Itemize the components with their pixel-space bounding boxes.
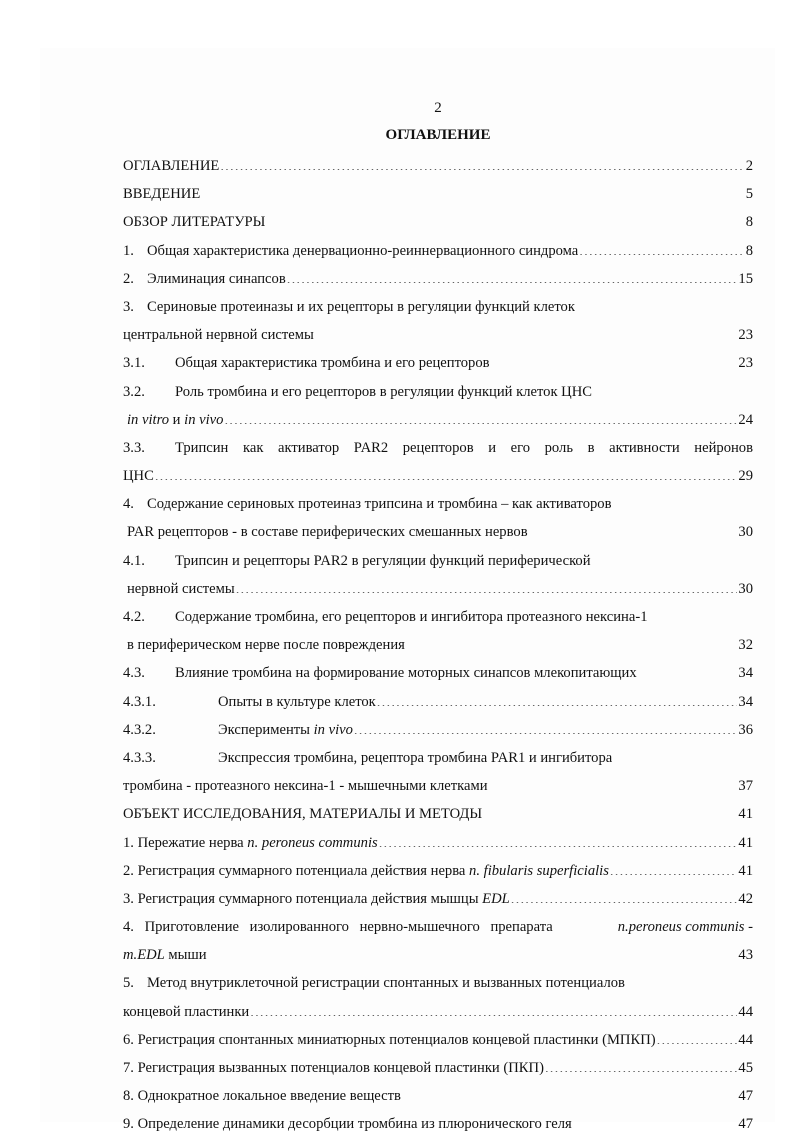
toc-entry-text: ОБЪЕКТ ИССЛЕДОВАНИЯ, МАТЕРИАЛЫ И МЕТОДЫ bbox=[123, 806, 483, 823]
toc-entry[interactable] bbox=[123, 744, 753, 772]
toc-page-number: 8 bbox=[745, 242, 753, 259]
toc-entry-continuation[interactable] bbox=[123, 518, 753, 546]
toc-page-number: 36 bbox=[738, 721, 753, 738]
toc-page-number: 15 bbox=[738, 270, 753, 287]
dot-leader bbox=[657, 1029, 738, 1044]
italic-term: in vitro bbox=[127, 411, 170, 428]
toc-entry-text bbox=[123, 857, 609, 885]
toc-entry-text bbox=[123, 406, 223, 434]
italic-term: n. fibularis superficialis bbox=[469, 862, 609, 879]
toc-entry-continuation[interactable] bbox=[123, 462, 753, 490]
dot-leader bbox=[406, 635, 738, 650]
toc-entry[interactable] bbox=[123, 265, 753, 293]
italic-term: in vivo bbox=[184, 411, 224, 428]
text-part: - bbox=[744, 919, 753, 936]
dot-leader bbox=[529, 522, 738, 537]
toc-entry-text bbox=[123, 941, 207, 969]
toc-entry[interactable] bbox=[123, 180, 753, 208]
toc-entry-text bbox=[123, 913, 753, 941]
toc-heading: ОГЛАВЛЕНИЕ bbox=[385, 127, 491, 143]
toc-entry-number: 4.2. bbox=[123, 609, 145, 625]
dot-leader bbox=[511, 888, 738, 903]
toc-entry-text: ОГЛАВЛЕНИЕ bbox=[123, 158, 220, 174]
toc-entry[interactable] bbox=[123, 603, 753, 631]
dot-leader bbox=[610, 860, 737, 875]
toc-entry-text: Общая характеристика тромбина и его рецепторов bbox=[175, 355, 490, 372]
table-of-contents bbox=[123, 96, 753, 1139]
toc-entry[interactable] bbox=[123, 349, 753, 377]
toc-page-number: 41 bbox=[738, 834, 753, 851]
toc-page-number: 23 bbox=[738, 355, 753, 372]
toc-entry-text: Содержание сериновых протеиназ трипсина и тромбина – как активаторов bbox=[147, 496, 612, 513]
conjunction: и bbox=[169, 411, 185, 428]
toc-entry-text: Экспрессия тромбина, рецептора тромбина PAR1 и ингибитора bbox=[218, 749, 613, 766]
toc-entry-text: ВВЕДЕНИЕ bbox=[123, 186, 201, 203]
toc-entry[interactable] bbox=[123, 659, 753, 687]
toc-entry-continuation[interactable] bbox=[123, 772, 753, 800]
toc-entry-text: нервной системы bbox=[127, 580, 235, 597]
toc-entry-text: 8. Однократное локальное введение веществ bbox=[123, 1088, 401, 1105]
toc-page-number: 44 bbox=[738, 1003, 753, 1020]
toc-page-number: 43 bbox=[738, 947, 753, 964]
toc-entry[interactable] bbox=[123, 208, 753, 236]
italic-term: n. peroneus communis bbox=[247, 834, 378, 851]
toc-entry-number: 4. bbox=[123, 496, 134, 513]
toc-entry-text: тромбина - протеазного нексина-1 - мышечными клетками bbox=[123, 778, 488, 795]
toc-entry-number: 3.3. bbox=[123, 439, 145, 456]
toc-entry-text: ОБЗОР ЛИТЕРАТУРЫ bbox=[123, 214, 266, 231]
toc-page-number: 30 bbox=[738, 524, 753, 541]
toc-entry-number: 4.3.1. bbox=[123, 693, 156, 710]
dot-leader bbox=[201, 184, 744, 199]
toc-entry[interactable] bbox=[123, 547, 753, 575]
dot-leader bbox=[489, 776, 738, 791]
dot-leader bbox=[573, 1114, 738, 1129]
toc-page-number: 30 bbox=[738, 580, 753, 597]
toc-entry-number: 1. bbox=[123, 242, 134, 259]
toc-entry-text: Общая характеристика денервационно-реиннервационного синдрома bbox=[147, 242, 579, 259]
toc-entry-text: Метод внутриклеточной регистрации спонтанных и вызванных потенциалов bbox=[147, 975, 625, 992]
dot-leader bbox=[354, 719, 738, 734]
toc-entry-continuation[interactable] bbox=[123, 406, 753, 434]
dot-leader bbox=[377, 691, 738, 706]
toc-page-number: 2 bbox=[745, 158, 753, 174]
toc-entry-number: 4.3.3. bbox=[123, 749, 156, 766]
toc-entry-text bbox=[123, 885, 510, 913]
toc-entry-continuation[interactable] bbox=[123, 321, 753, 349]
toc-entry[interactable] bbox=[123, 378, 753, 406]
toc-page-number: 5 bbox=[745, 186, 753, 203]
dot-leader bbox=[155, 465, 738, 480]
toc-entry[interactable] bbox=[123, 293, 753, 321]
toc-entry[interactable] bbox=[123, 716, 753, 744]
toc-page-number: 41 bbox=[738, 806, 753, 823]
text-part: 3. Регистрация суммарного потенциала действия мышцы bbox=[123, 890, 483, 907]
toc-entry-text: концевой пластинки bbox=[123, 1003, 250, 1020]
dot-leader bbox=[220, 155, 744, 170]
toc-page-number: 42 bbox=[738, 890, 753, 907]
toc-entry-number: 3.1. bbox=[123, 355, 145, 372]
toc-entry[interactable] bbox=[123, 434, 753, 462]
toc-page-number: 45 bbox=[738, 1060, 753, 1076]
toc-entry-text bbox=[123, 829, 378, 857]
text-part: мыши bbox=[164, 947, 207, 964]
toc-entry[interactable] bbox=[123, 800, 753, 828]
toc-entry-number: 5. bbox=[123, 975, 134, 992]
toc-entry[interactable] bbox=[123, 152, 753, 180]
toc-entry[interactable] bbox=[123, 1026, 753, 1054]
toc-entry[interactable] bbox=[123, 688, 753, 716]
text-part: 4. Приготовление изолированного нервно-мышечного препарата bbox=[123, 919, 553, 936]
toc-entry-text: PAR рецепторов - в составе периферических смешанных нервов bbox=[127, 524, 528, 541]
toc-entry-number: 4.3. bbox=[123, 665, 145, 682]
toc-page-number: 41 bbox=[738, 862, 753, 879]
toc-entry-continuation[interactable] bbox=[123, 998, 753, 1026]
page-number: 2 bbox=[434, 100, 442, 116]
italic-term: in vivo bbox=[313, 721, 353, 738]
dot-leader bbox=[287, 268, 738, 283]
dot-leader bbox=[402, 1086, 738, 1101]
toc-entry-text: Влияние тромбина на формирование моторных синапсов млекопитающих bbox=[175, 665, 637, 682]
toc-page-number: 34 bbox=[738, 693, 753, 710]
toc-page-number: 8 bbox=[745, 214, 753, 231]
dot-leader bbox=[545, 1057, 737, 1072]
toc-entry-number: 4.1. bbox=[123, 552, 145, 569]
toc-entry[interactable] bbox=[123, 1082, 753, 1110]
dot-leader bbox=[379, 832, 738, 847]
text-part: Эксперименты bbox=[218, 721, 314, 738]
dot-leader bbox=[638, 663, 738, 678]
dot-leader bbox=[579, 240, 744, 255]
toc-entry-text: Роль тромбина и его рецепторов в регуляции функций клеток ЦНС bbox=[175, 383, 592, 400]
toc-page-number: 24 bbox=[738, 411, 753, 428]
toc-entry[interactable] bbox=[123, 829, 753, 857]
text-part: 2. Регистрация суммарного потенциала действия нерва bbox=[123, 862, 470, 879]
toc-entry[interactable] bbox=[123, 490, 753, 518]
dot-leader bbox=[208, 945, 738, 960]
toc-entry-text: 6. Регистрация спонтанных миниатюрных потенциалов концевой пластинки (МПКП) bbox=[123, 1031, 656, 1048]
dot-leader bbox=[266, 212, 744, 227]
toc-entry-text: 7. Регистрация вызванных потенциалов концевой пластинки (ПКП) bbox=[123, 1060, 544, 1076]
dot-leader bbox=[315, 325, 738, 340]
toc-entry-text: Трипсин и рецепторы PAR2 в регуляции функций периферической bbox=[175, 552, 591, 569]
toc-entry[interactable] bbox=[123, 857, 753, 885]
toc-page-number: 44 bbox=[738, 1031, 753, 1048]
toc-entry-text: 9. Определение динамики десорбции тромбина из плюронического геля bbox=[123, 1116, 572, 1133]
italic-term: n.peroneus communis bbox=[617, 919, 745, 936]
toc-entry-text bbox=[218, 716, 353, 744]
toc-entry-text: Элиминация синапсов bbox=[147, 270, 286, 287]
toc-entry-text: центральной нервной системы bbox=[123, 327, 314, 344]
italic-term: EDL bbox=[482, 890, 510, 907]
text-part-group bbox=[618, 913, 753, 941]
dot-leader bbox=[224, 409, 737, 424]
toc-page-number: 34 bbox=[738, 665, 753, 682]
toc-entry-text: Содержание тромбина, его рецепторов и ингибитора протеазного нексина-1 bbox=[175, 609, 648, 625]
toc-entry-continuation[interactable] bbox=[123, 941, 753, 969]
italic-term: m.EDL bbox=[123, 947, 165, 964]
toc-entry-text: в периферическом нерве после повреждения bbox=[127, 637, 405, 654]
toc-entry[interactable] bbox=[123, 913, 753, 941]
text-part: 1. Пережатие нерва bbox=[123, 834, 248, 851]
toc-page-number: 29 bbox=[738, 468, 753, 485]
toc-entry-number: 3.2. bbox=[123, 383, 145, 400]
dot-leader bbox=[236, 578, 738, 593]
toc-entry[interactable] bbox=[123, 969, 753, 997]
toc-entry[interactable] bbox=[123, 237, 753, 265]
toc-entry-text: Сериновые протеиназы и их рецепторы в регуляции функций клеток bbox=[147, 298, 575, 315]
toc-entry-number: 4.3.2. bbox=[123, 721, 156, 738]
dot-leader bbox=[483, 804, 737, 819]
dot-leader bbox=[250, 1001, 737, 1016]
toc-page-number: 23 bbox=[738, 327, 753, 344]
toc-page-number: 32 bbox=[738, 637, 753, 654]
toc-entry-continuation[interactable] bbox=[123, 575, 753, 603]
toc-entry[interactable] bbox=[123, 1054, 753, 1082]
toc-page-number: 47 bbox=[738, 1088, 753, 1105]
toc-entry-text: ЦНС bbox=[123, 468, 154, 485]
toc-entry-number: 2. bbox=[123, 270, 134, 287]
dot-leader bbox=[491, 353, 738, 368]
toc-entry-continuation[interactable] bbox=[123, 631, 753, 659]
toc-entry[interactable] bbox=[123, 1110, 753, 1138]
toc-page-number: 37 bbox=[738, 778, 753, 795]
toc-entry-number: 3. bbox=[123, 298, 134, 315]
toc-entry-text: Трипсин как активатор PAR2 рецепторов и его роль в активности нейронов bbox=[175, 439, 753, 456]
toc-entry[interactable] bbox=[123, 885, 753, 913]
toc-entry-text: Опыты в культуре клеток bbox=[218, 693, 376, 710]
toc-page-number: 47 bbox=[738, 1116, 753, 1133]
